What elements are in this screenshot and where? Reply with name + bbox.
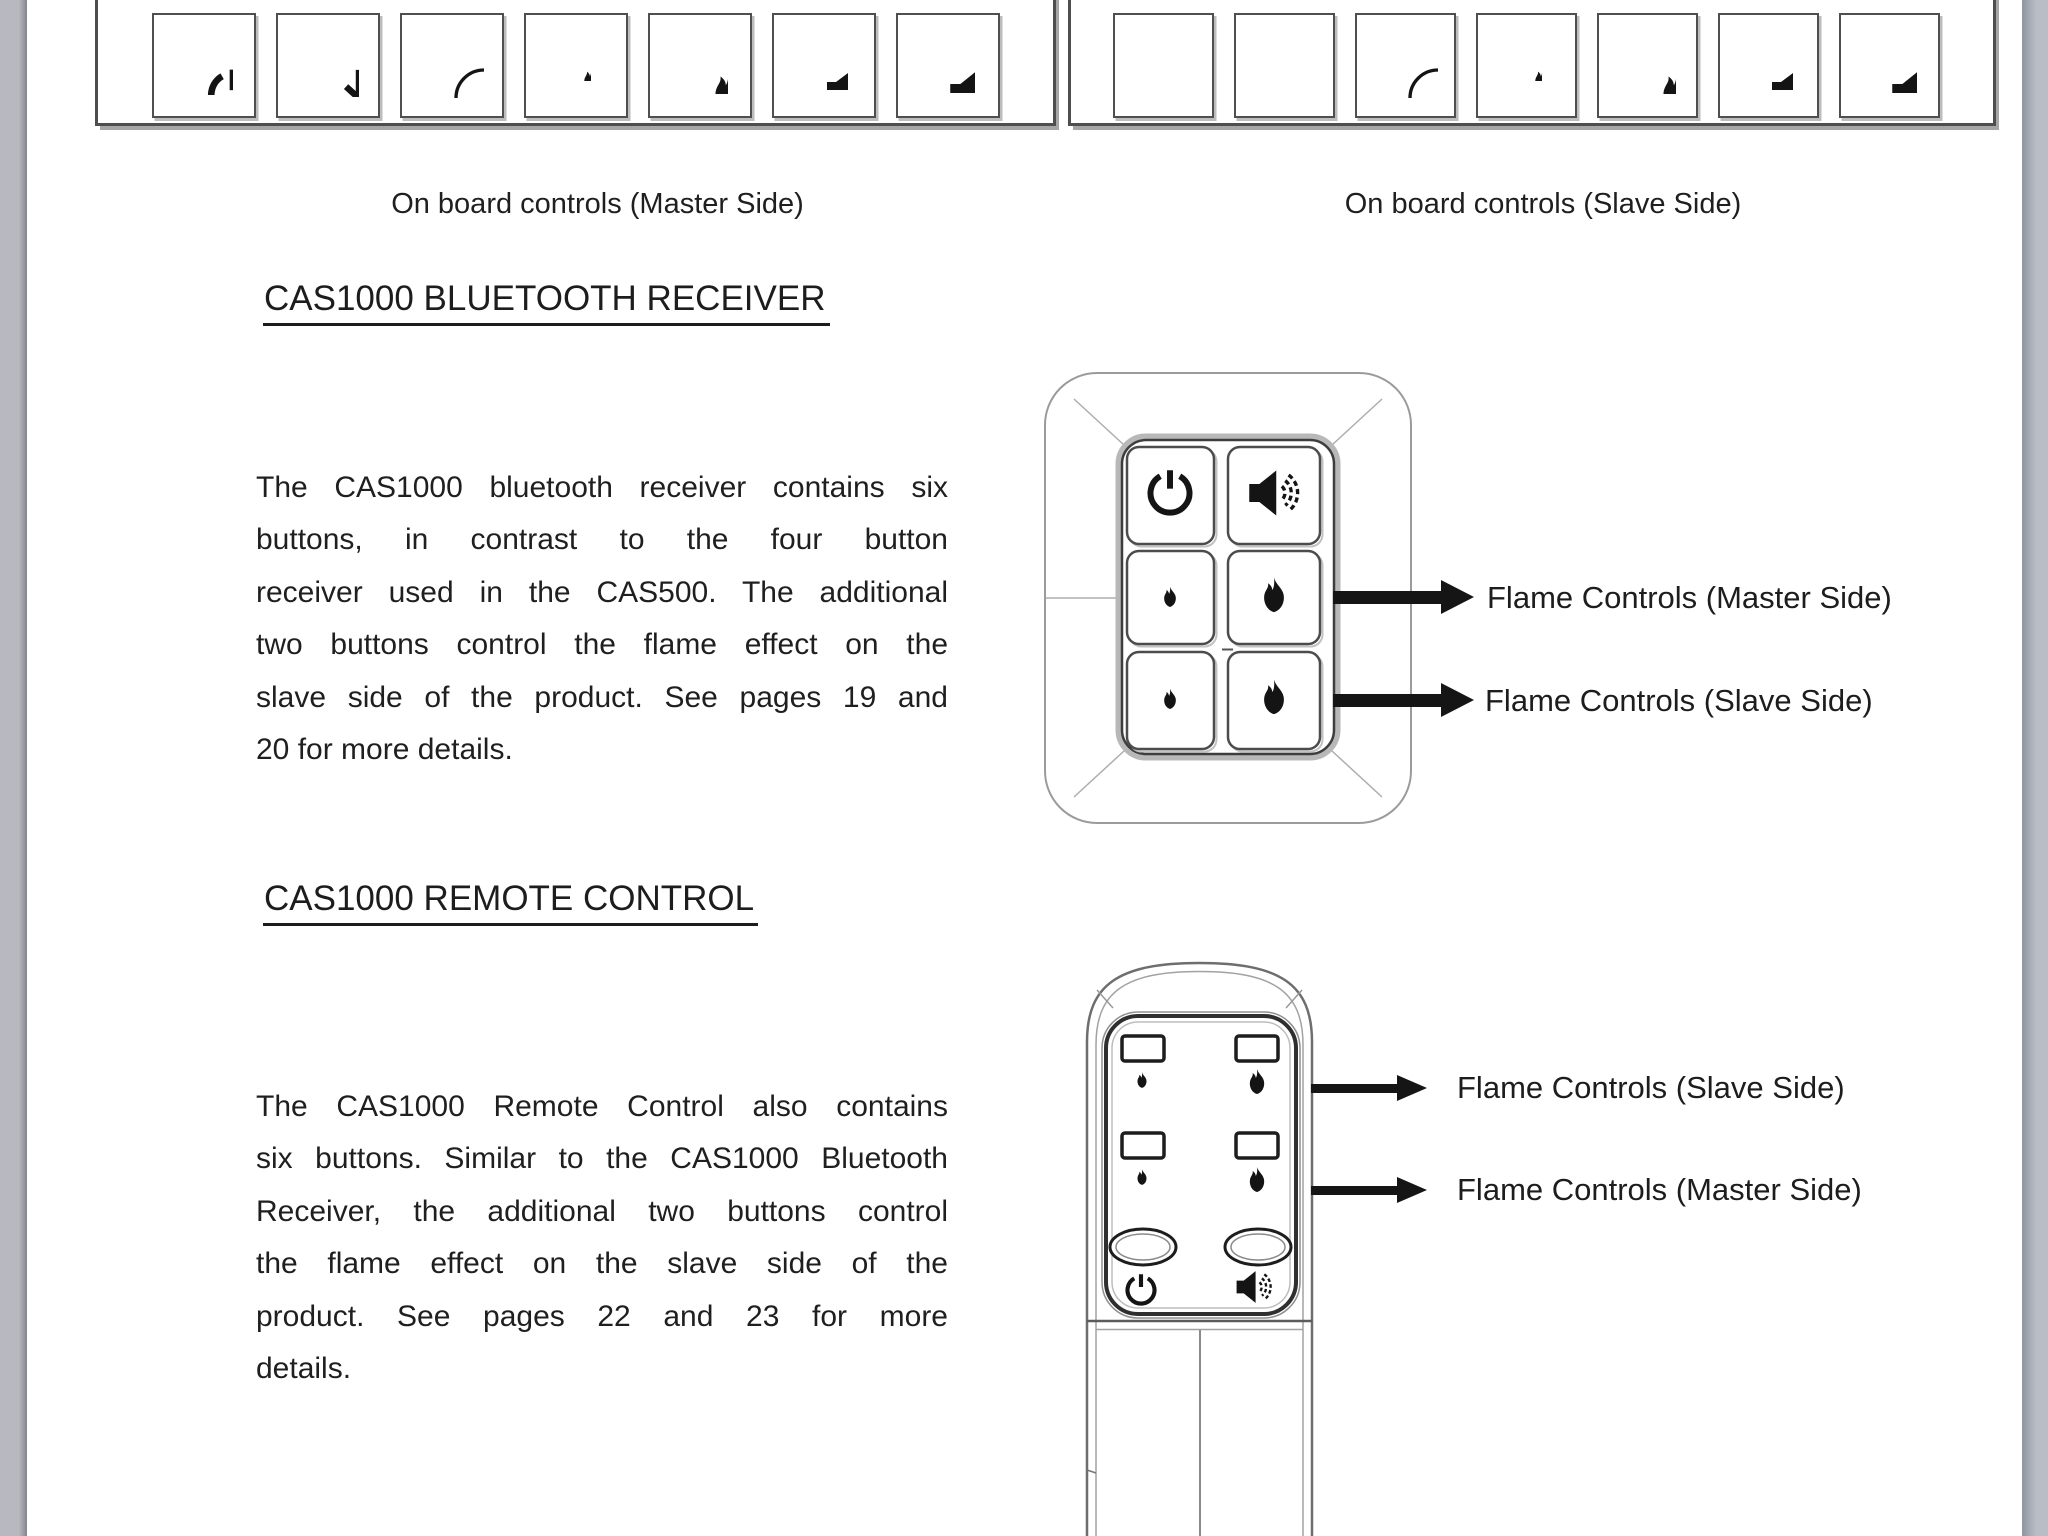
annotation-arrow bbox=[1333, 694, 1443, 707]
paragraph-line: six buttons. Similar to the CAS1000 Bluetooth bbox=[256, 1142, 948, 1176]
annotation-arrow bbox=[1333, 591, 1443, 604]
paragraph-line: product. See pages 22 and 23 for more bbox=[256, 1299, 948, 1333]
heading-remote-control: CAS1000 REMOTE CONTROL bbox=[263, 880, 758, 926]
volume-high-button bbox=[896, 13, 1000, 118]
page-margin-left bbox=[0, 0, 27, 1536]
volume-low-icon bbox=[800, 42, 848, 90]
receiver-label-slave: Flame Controls (Slave Side) bbox=[1485, 683, 1873, 718]
annotation-arrow bbox=[1311, 1186, 1399, 1195]
onboard-panel-master bbox=[95, 0, 1056, 126]
receiver-paragraph bbox=[256, 462, 948, 776]
bluetooth-icon bbox=[297, 35, 359, 97]
volume-high-icon bbox=[921, 39, 975, 93]
volume-low-icon bbox=[1745, 42, 1793, 90]
paragraph-line: slave side of the product. See pages 19 and bbox=[256, 680, 948, 714]
paragraph-line: The CAS1000 Remote Control also contains bbox=[256, 1090, 948, 1123]
flame-low-button bbox=[1476, 13, 1577, 118]
remote-diagram bbox=[1040, 950, 1380, 1536]
flame-low-button bbox=[524, 13, 628, 118]
blank-button bbox=[1234, 13, 1335, 118]
paragraph-line: details. bbox=[256, 1352, 352, 1386]
remote-label-slave: Flame Controls (Slave Side) bbox=[1457, 1070, 1845, 1105]
arrowhead-icon bbox=[1441, 580, 1474, 614]
power-button bbox=[152, 13, 256, 118]
flame-low-icon bbox=[561, 51, 591, 81]
paragraph-line: The CAS1000 bluetooth receiver contains six bbox=[256, 471, 948, 504]
onboard-panel-slave bbox=[1068, 0, 1996, 126]
remote-flame-low-master-button bbox=[1122, 1133, 1164, 1158]
dimmer-icon bbox=[1374, 34, 1438, 98]
paragraph-line: two buttons control the flame effect on the bbox=[256, 628, 948, 662]
flame-high-icon bbox=[1620, 38, 1676, 94]
receiver-power-button bbox=[1127, 447, 1214, 544]
onboard-strip-master bbox=[152, 13, 1053, 118]
dimmer-icon bbox=[420, 34, 484, 98]
volume-low-button bbox=[1718, 13, 1819, 118]
paragraph-line: 20 for more details. bbox=[256, 733, 513, 767]
flame-high-button bbox=[1597, 13, 1698, 118]
dimmer-button bbox=[1355, 13, 1456, 118]
bluetooth-button bbox=[276, 13, 380, 118]
volume-high-icon bbox=[1863, 39, 1917, 93]
blank-button bbox=[1113, 13, 1214, 118]
paragraph-line: buttons, in contrast to the four button bbox=[256, 523, 948, 557]
heading-bluetooth-receiver: CAS1000 BLUETOOTH RECEIVER bbox=[263, 280, 830, 326]
dimmer-button bbox=[400, 13, 504, 118]
caption-slave: On board controls (Slave Side) bbox=[1344, 188, 1742, 220]
remote-flame-high-master-button bbox=[1236, 1133, 1278, 1158]
paragraph-line: Receiver, the additional two buttons control bbox=[256, 1194, 948, 1228]
flame-high-icon bbox=[672, 38, 728, 94]
arrowhead-icon bbox=[1441, 683, 1474, 717]
paragraph-line: the flame effect on the slave side of the bbox=[256, 1247, 948, 1281]
volume-low-button bbox=[772, 13, 876, 118]
receiver-label-master: Flame Controls (Master Side) bbox=[1487, 580, 1892, 615]
annotation-arrow bbox=[1311, 1084, 1399, 1093]
remote-paragraph bbox=[256, 1081, 948, 1395]
onboard-strip-slave bbox=[1113, 13, 1993, 118]
page-margin-right bbox=[2022, 0, 2048, 1536]
flame-low-icon bbox=[1512, 51, 1542, 81]
arrowhead-icon bbox=[1397, 1075, 1427, 1101]
power-icon bbox=[175, 37, 233, 95]
flame-high-button bbox=[648, 13, 752, 118]
paragraph-line: receiver used in the CAS500. The additional bbox=[256, 575, 948, 609]
remote-label-master: Flame Controls (Master Side) bbox=[1457, 1172, 1862, 1207]
caption-master: On board controls (Master Side) bbox=[391, 188, 804, 220]
arrowhead-icon bbox=[1397, 1177, 1427, 1203]
remote-flame-low-slave-button bbox=[1122, 1036, 1164, 1061]
volume-high-button bbox=[1839, 13, 1940, 118]
remote-flame-high-slave-button bbox=[1236, 1036, 1278, 1061]
